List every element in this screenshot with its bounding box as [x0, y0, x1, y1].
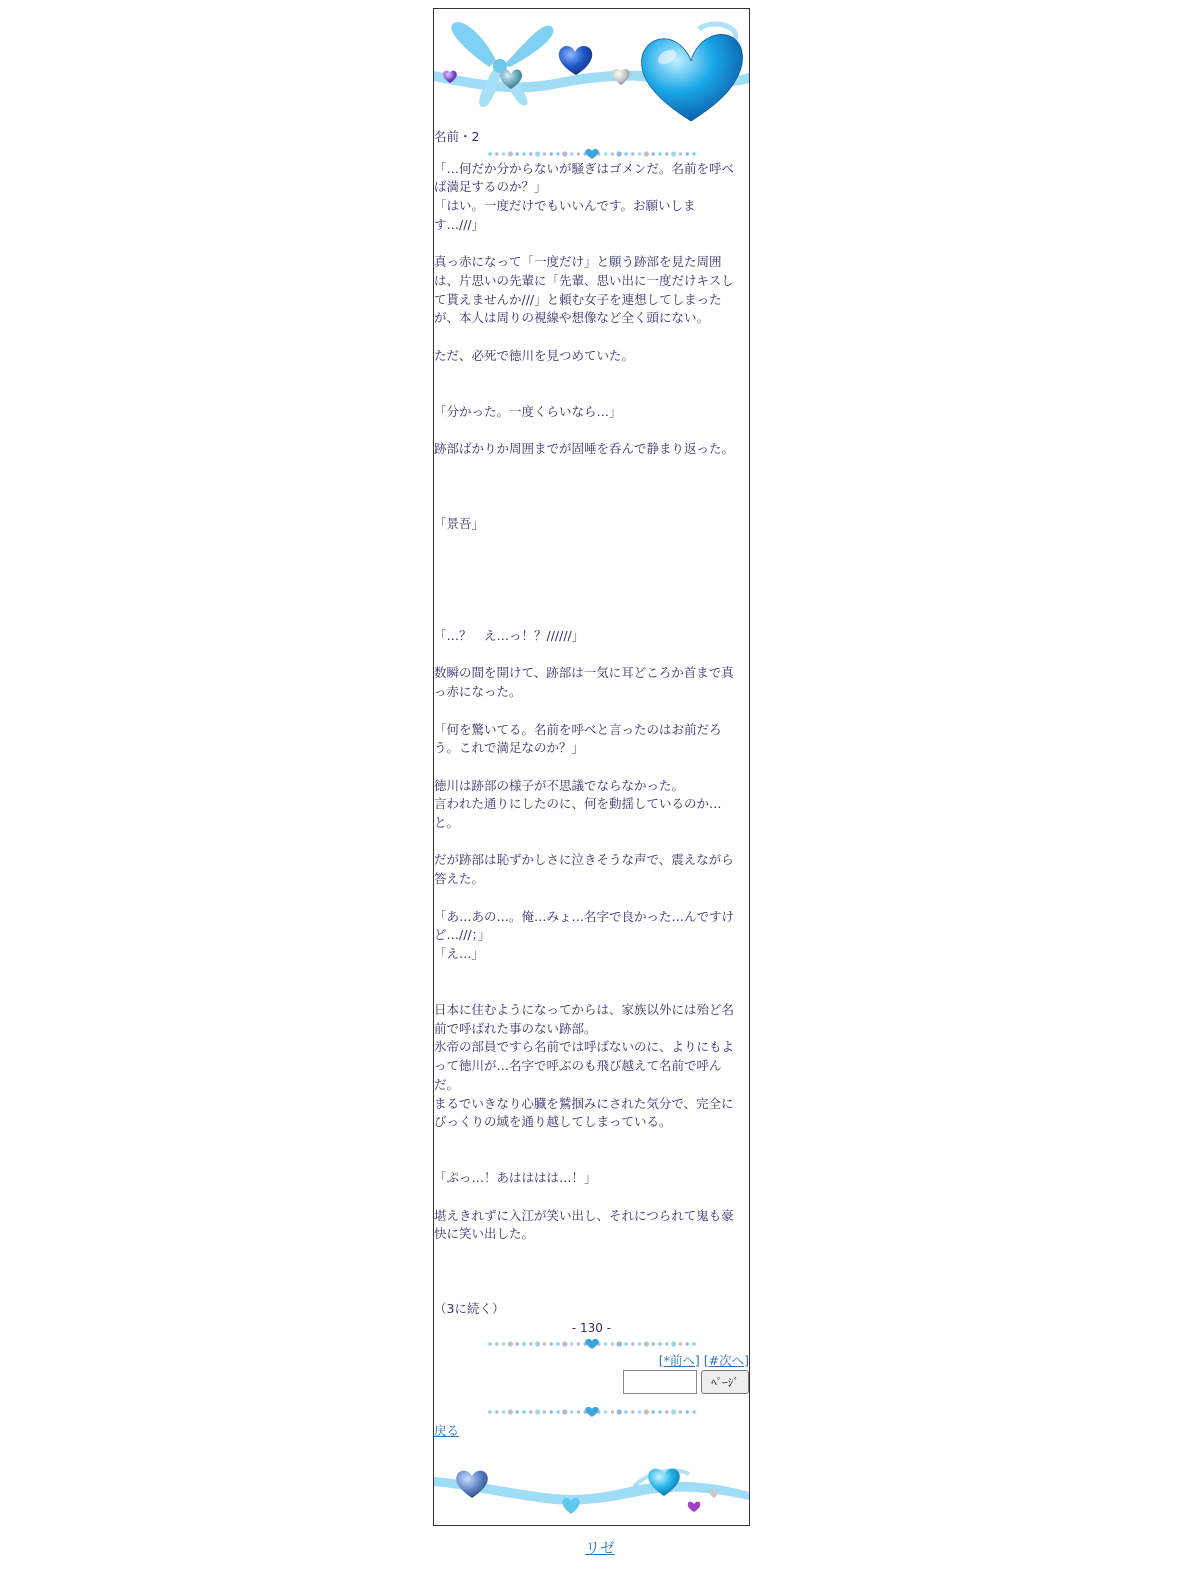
bead-icon — [488, 1342, 491, 1345]
story-line: 前で呼ばれた事のない跡部。 — [434, 1020, 597, 1036]
bead-icon — [671, 1409, 676, 1414]
bead-icon — [643, 1409, 648, 1414]
bead-icon — [556, 152, 559, 155]
bead-icon — [542, 1410, 545, 1413]
bead-icon — [535, 1341, 540, 1346]
bead-icon — [488, 152, 491, 155]
story-line — [434, 1263, 749, 1282]
story-line — [434, 1244, 749, 1263]
heart-icon — [559, 46, 592, 75]
bead-icon — [692, 152, 695, 155]
bead-icon — [562, 151, 567, 156]
story-line: 真っ赤になって「一度だけ」と願う跡部を見た周囲 — [434, 254, 722, 270]
bead-icon — [522, 1410, 525, 1413]
bead-icon — [610, 1342, 613, 1345]
bead-icon — [507, 1409, 512, 1414]
bead-icon — [515, 152, 518, 155]
story-line: 「何を驚いてる。名前を呼べと言ったのはお前だろ — [434, 721, 722, 737]
page-navigation — [434, 1352, 749, 1368]
story-line: 答えた。 — [434, 871, 485, 887]
story-line — [434, 365, 749, 384]
bead-icon — [556, 1342, 559, 1345]
bead-icon — [603, 1342, 606, 1345]
story-line: 氷帝の部員ですら名前では呼ばないのに、よりにもよ — [434, 1039, 735, 1055]
large-heart-icon — [642, 34, 743, 121]
bead-icon — [522, 152, 525, 155]
bead-icon — [549, 1410, 552, 1413]
bead-icon — [643, 1341, 648, 1346]
bead-icon — [515, 1410, 518, 1413]
bead-icon — [685, 1342, 688, 1345]
bead-icon — [542, 1342, 545, 1345]
bead-icon — [678, 152, 681, 155]
bead-icon — [495, 152, 498, 155]
bead-icon — [643, 151, 648, 156]
story-line: っ赤になった。 — [434, 684, 522, 700]
site-link[interactable]: リゼ — [585, 1539, 615, 1557]
page-number: - 130 - — [571, 1320, 612, 1335]
prev-page-link[interactable]: [*前へ] — [658, 1352, 700, 1368]
page-title: 名前・2 — [434, 129, 480, 144]
story-line — [434, 1188, 749, 1207]
bead-icon — [651, 1342, 654, 1345]
bead-icon — [651, 1410, 654, 1413]
bead-icon — [569, 152, 572, 155]
heart-bead-icon — [585, 1407, 599, 1417]
heart-bead-icon — [585, 149, 599, 159]
story-line — [434, 552, 749, 571]
bead-icon — [501, 1410, 504, 1413]
story-line — [434, 982, 749, 1001]
story-line: 「景吾」 — [434, 515, 485, 531]
bead-icon — [549, 152, 552, 155]
bead-icon — [507, 151, 512, 156]
bead-icon — [616, 1341, 621, 1346]
story-line — [434, 608, 749, 627]
story-line: 「ぷっ…！あはははは…！」 — [434, 1170, 597, 1186]
heart-bead-icon — [585, 1339, 599, 1349]
story-line — [434, 1132, 749, 1151]
bead-icon — [631, 1342, 634, 1345]
story-line — [434, 590, 749, 609]
story-line: まるでいきなり心臓を鷲掴みにされた気分で、完全に — [434, 1095, 734, 1111]
story-line: が、本人は周りの視線や想像など全く頭にない。 — [434, 310, 710, 326]
bead-icon — [671, 151, 676, 156]
header-banner — [434, 9, 749, 134]
story-line: は、片思いの先輩に「先輩、思い出に一度だけキスし — [434, 272, 734, 288]
bead-icon — [507, 1341, 512, 1346]
bead-icon — [651, 152, 654, 155]
story-line — [434, 459, 749, 478]
story-line: 「あ…あの…。俺…みょ…名字で良かった…んですけ — [434, 908, 735, 924]
bead-icon — [637, 1342, 640, 1345]
bead-icon — [495, 1342, 498, 1345]
bead-icon — [529, 1342, 532, 1345]
story-line — [434, 889, 749, 908]
story-line: ただ、必死で徳川を見つめていた。 — [434, 347, 635, 363]
heart-icon — [688, 1502, 701, 1512]
bead-icon — [685, 1410, 688, 1413]
story-line — [434, 421, 749, 440]
story-line — [434, 758, 749, 777]
story-line — [434, 328, 749, 347]
bead-icon — [658, 1410, 661, 1413]
bead-icon — [562, 1409, 567, 1414]
page-jump-input[interactable] — [623, 1370, 697, 1394]
bead-icon — [624, 152, 627, 155]
bead-icon — [569, 1410, 572, 1413]
story-line: だ。 — [434, 1076, 460, 1092]
bead-icon — [678, 1410, 681, 1413]
bead-icon — [576, 1410, 579, 1413]
bead-icon — [562, 1341, 567, 1346]
page-frame — [433, 8, 750, 1526]
bead-icon — [665, 1342, 668, 1345]
story-line: 「はい。一度だけでもいいんです。お願いしま — [434, 198, 696, 214]
story-line — [434, 964, 749, 983]
bead-icon — [529, 152, 532, 155]
story-line: 「分かった。一度くらいなら…」 — [434, 403, 622, 419]
story-line: って徳川が…名字で呼ぶのも飛び越えて名前で呼ん — [434, 1058, 722, 1074]
story-line: 日本に住むようになってからは、家族以外には殆ど名 — [434, 1002, 735, 1018]
story-line: ど…///；」 — [434, 927, 491, 943]
story-line — [434, 833, 749, 852]
bead-icon — [692, 1410, 695, 1413]
heart-icon — [456, 1471, 488, 1498]
story-line: 数瞬の間を開けて、跡部は一気に耳どころか首まで真 — [434, 665, 734, 681]
story-content — [434, 128, 749, 1440]
page-jump-button[interactable]: ﾍﾟｰｼﾞ — [701, 1370, 749, 1394]
bead-icon — [610, 152, 613, 155]
site-link-row — [0, 1537, 1200, 1558]
bead-icon — [624, 1342, 627, 1345]
bead-icon — [501, 1342, 504, 1345]
bead-icon — [692, 1342, 695, 1345]
bead-icon — [488, 1410, 491, 1413]
story-line — [434, 646, 749, 665]
story-line — [434, 571, 749, 590]
story-line: （3に続く） — [434, 1301, 505, 1317]
bead-icon — [501, 152, 504, 155]
bead-icon — [631, 152, 634, 155]
back-row — [434, 1422, 749, 1440]
bead-icon — [637, 152, 640, 155]
bead-icon — [542, 152, 545, 155]
footer-banner — [434, 1452, 749, 1525]
bead-icon — [658, 1342, 661, 1345]
back-link[interactable]: 戻る — [434, 1422, 460, 1438]
bead-icon — [603, 152, 606, 155]
bead-icon — [631, 1410, 634, 1413]
story-line: う。これで満足なのか？」 — [434, 740, 585, 756]
bead-icon — [616, 1409, 621, 1414]
story-line — [434, 1281, 749, 1300]
bead-icon — [556, 1410, 559, 1413]
story-line: だが跡部は恥ずかしさに泣きそうな声で、震えながら — [434, 852, 734, 868]
bead-icon — [576, 1342, 579, 1345]
bead-icon — [495, 1410, 498, 1413]
story-line: 跡部ばかりか周囲までが固唾を呑んで静まり返った。 — [434, 441, 735, 457]
story-line: て貰えませんか///」と頼む女子を連想してしまった — [434, 291, 722, 307]
story-line — [434, 1151, 749, 1170]
bead-icon — [535, 1409, 540, 1414]
story-line — [434, 534, 749, 553]
story-line: す…///」 — [434, 216, 485, 232]
story-text — [434, 160, 749, 1319]
story-line — [434, 384, 749, 403]
bead-icon — [637, 1410, 640, 1413]
bead-icon — [665, 1410, 668, 1413]
story-line — [434, 702, 749, 721]
story-line — [434, 496, 749, 515]
bead-divider-icon — [487, 148, 697, 160]
story-line: 言われた通りにしたのに、何を動揺しているのか… — [434, 796, 722, 812]
story-line: ば満足するのか？」 — [434, 179, 547, 195]
story-line: 堪えきれずに入江が笑い出し、それにつられて鬼も豪 — [434, 1207, 734, 1223]
story-line: 徳川は跡部の様子が不思議でならなかった。 — [434, 777, 685, 793]
story-line: 快に笑い出した。 — [434, 1226, 535, 1242]
story-line: 「…何だか分からないが騒ぎはゴメンだ。名前を呼べ — [434, 160, 735, 176]
bead-icon — [665, 152, 668, 155]
bead-divider-icon — [487, 1406, 697, 1418]
bead-icon — [529, 1410, 532, 1413]
bead-icon — [576, 152, 579, 155]
bead-icon — [535, 151, 540, 156]
bead-icon — [569, 1342, 572, 1345]
page-jump — [434, 1370, 749, 1396]
story-line: びっくりの域を通り越してしまっている。 — [434, 1114, 672, 1130]
bead-icon — [624, 1410, 627, 1413]
bead-icon — [678, 1342, 681, 1345]
story-line: と。 — [434, 815, 460, 831]
bead-icon — [603, 1410, 606, 1413]
bead-icon — [616, 151, 621, 156]
story-line — [434, 235, 749, 254]
next-page-link[interactable]: [#次へ] — [703, 1352, 749, 1368]
bead-icon — [658, 152, 661, 155]
bead-divider-icon — [487, 1338, 697, 1350]
story-line: 「え…」 — [434, 945, 485, 961]
bead-icon — [549, 1342, 552, 1345]
story-line: 「…？ え…っ！？//////」 — [434, 628, 585, 644]
bead-icon — [685, 152, 688, 155]
bead-icon — [522, 1342, 525, 1345]
story-line — [434, 478, 749, 497]
bead-icon — [610, 1410, 613, 1413]
bead-icon — [515, 1342, 518, 1345]
bead-icon — [671, 1341, 676, 1346]
